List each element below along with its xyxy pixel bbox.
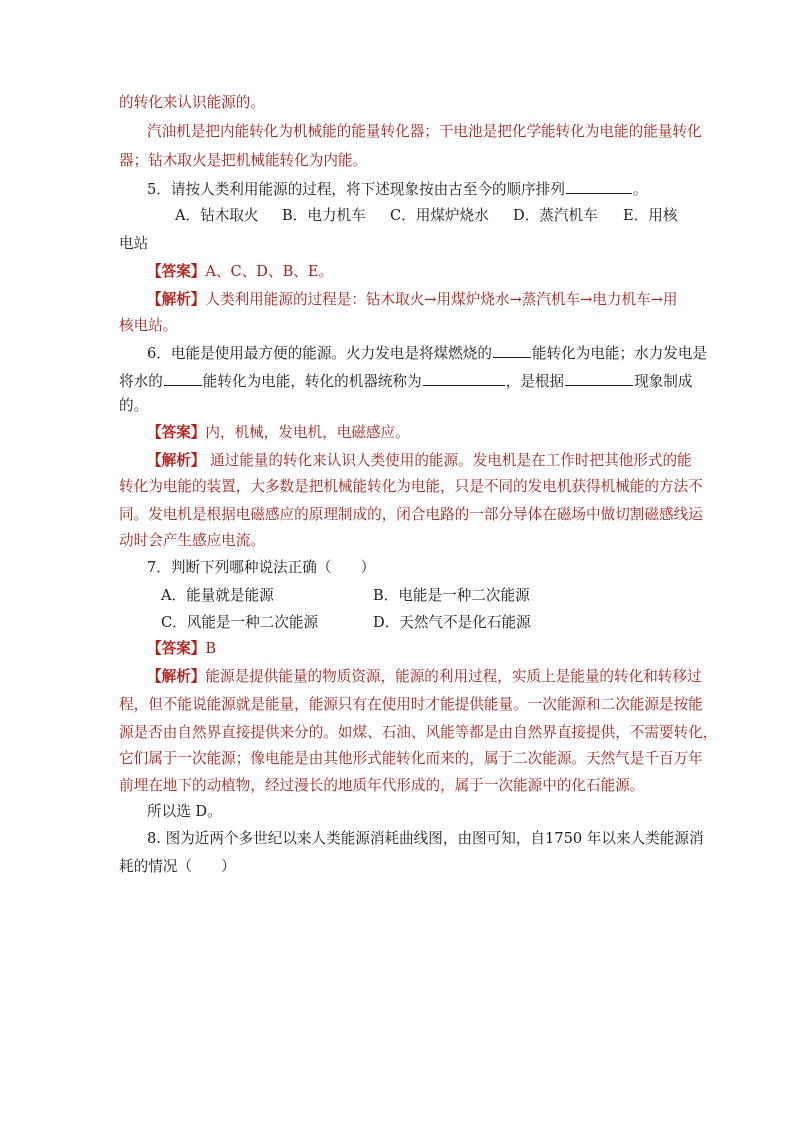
answer-tag: 【答案】 bbox=[147, 263, 206, 280]
q6-blank-2[interactable] bbox=[164, 370, 202, 386]
q6-analysis-line-4: 动时会产生感应电流。 bbox=[119, 532, 265, 549]
analysis-tag: 【解析】 bbox=[147, 668, 206, 685]
q6-blank-3[interactable] bbox=[423, 370, 505, 386]
q5-option-e-cont: 电站 bbox=[119, 235, 149, 252]
q5-stem bbox=[147, 178, 648, 201]
q6-analysis-line-3: 同。发电机是根据电磁感应的原理制成的，闭合电路的一部分导体在磁场中做切割磁感线运 bbox=[119, 506, 703, 523]
q6-answer-text: 内，机械，发电机，电磁感应。 bbox=[205, 424, 410, 441]
answer-tag: 【答案】 bbox=[147, 424, 206, 441]
q6-stem-line-2 bbox=[119, 370, 693, 393]
q7-analysis-line-3: 源是否由自然界直接提供来分的。如煤、石油、风能等都是由自然界直接提供，不需要转化， bbox=[119, 724, 718, 741]
intro-line-1: 的转化来认识能源的。 bbox=[119, 94, 265, 111]
q5-analysis-line-2: 核电站。 bbox=[119, 317, 178, 334]
q5-analysis bbox=[147, 289, 678, 311]
q5-answer bbox=[147, 261, 333, 283]
q7-stem: 7．判断下列哪种说法正确（ ） bbox=[147, 559, 376, 576]
q6-blank-1[interactable] bbox=[493, 342, 531, 358]
q7-analysis bbox=[147, 666, 702, 688]
q5-option-e: E．用核 bbox=[623, 207, 678, 224]
q5-stem-text: 5．请按人类利用能源的过程，将下述现象按由古至今的顺序排列 bbox=[147, 181, 565, 198]
q7-option-a: A．能量就是能源 bbox=[161, 587, 274, 604]
q6-text: 现象制成 bbox=[634, 373, 693, 390]
q8-answer-paren[interactable]: （ ） bbox=[177, 858, 236, 875]
q6-text: 能转化为电能，转化的机器统称为 bbox=[202, 373, 422, 390]
analysis-tag: 【解析】 bbox=[147, 452, 206, 469]
q5-option-b: B．电力机车 bbox=[282, 207, 366, 224]
q5-stem-end: 。 bbox=[632, 181, 648, 198]
q6-analysis-line-2: 转化为电能的装置，大多数是把机械能转化为电能，只是不同的发电机获得机械能的方法不 bbox=[119, 478, 703, 495]
q7-option-c: C．风能是一种二次能源 bbox=[161, 614, 319, 631]
q6-text: 6．电能是使用最方便的能源。火力发电是将煤燃烧的 bbox=[147, 345, 492, 362]
q7-analysis-line-2: 程，但不能说能源就是能量，能源只有在使用时才能提供能量。一次能源和二次能源是按能 bbox=[119, 696, 703, 713]
analysis-tag: 【解析】 bbox=[147, 291, 206, 308]
q6-blank-4[interactable] bbox=[565, 370, 633, 386]
q8-stem-line-2 bbox=[119, 856, 236, 878]
q7-option-b: B．电能是一种二次能源 bbox=[373, 587, 530, 604]
q8-text: 耗的情况 bbox=[119, 858, 178, 875]
q6-text: 能转化为电能；水力发电是 bbox=[531, 345, 708, 362]
q6-stem-line-3: 的。 bbox=[119, 397, 149, 414]
q7-option-d: D．天然气不是化石能源 bbox=[373, 614, 531, 631]
q7-analysis-text: 能源是提供能量的物质资源，能源的利用过程，实质上是能量的转化和转移过 bbox=[205, 668, 702, 685]
q6-text: 将水的 bbox=[119, 373, 163, 390]
q6-text: ，是根据 bbox=[505, 373, 565, 390]
q8-stem-line-1: 8. 图为近两个多世纪以来人类能源消耗曲线图，由图可知，自1750 年以来人类能源消 bbox=[147, 830, 704, 847]
answer-tag: 【答案】 bbox=[147, 640, 206, 657]
q7-conclusion: 所以选 D。 bbox=[147, 803, 222, 820]
intro-line-3: 器；钻木取火是把机械能转化为内能。 bbox=[119, 152, 368, 169]
q5-option-a: A．钻木取火 bbox=[175, 207, 259, 224]
q5-answer-blank[interactable] bbox=[566, 178, 632, 194]
q6-analysis-text: 通过能量的转化来认识人类使用的能源。发电机是在工作时把其他形式的能 bbox=[205, 452, 692, 469]
q5-option-d: D．蒸汽机车 bbox=[513, 207, 598, 224]
q6-answer bbox=[147, 422, 410, 444]
q7-analysis-line-5: 前埋在地下的动植物，经过漫长的地质年代形成的，属于一次能源中的化石能源。 bbox=[119, 777, 645, 794]
q6-stem-line-1 bbox=[147, 342, 707, 365]
q5-answer-text: A、C、D、B、E。 bbox=[205, 263, 334, 280]
q5-analysis-text: 人类利用能源的过程是：钻木取火→用煤炉烧水→蒸汽机车→电力机车→用 bbox=[205, 291, 678, 308]
intro-line-2: 汽油机是把内能转化为机械能的能量转化器；干电池是把化学能转化为电能的能量转化 bbox=[147, 123, 702, 140]
q7-answer-text: B bbox=[205, 640, 217, 657]
q6-analysis bbox=[147, 450, 692, 472]
q7-analysis-line-4: 它们属于一次能源；像电能是由其他形式能转化而来的，属于二次能源。天然气是千百万年 bbox=[119, 750, 703, 767]
q7-answer bbox=[147, 638, 216, 660]
q5-option-c: C．用煤炉烧水 bbox=[390, 207, 489, 224]
